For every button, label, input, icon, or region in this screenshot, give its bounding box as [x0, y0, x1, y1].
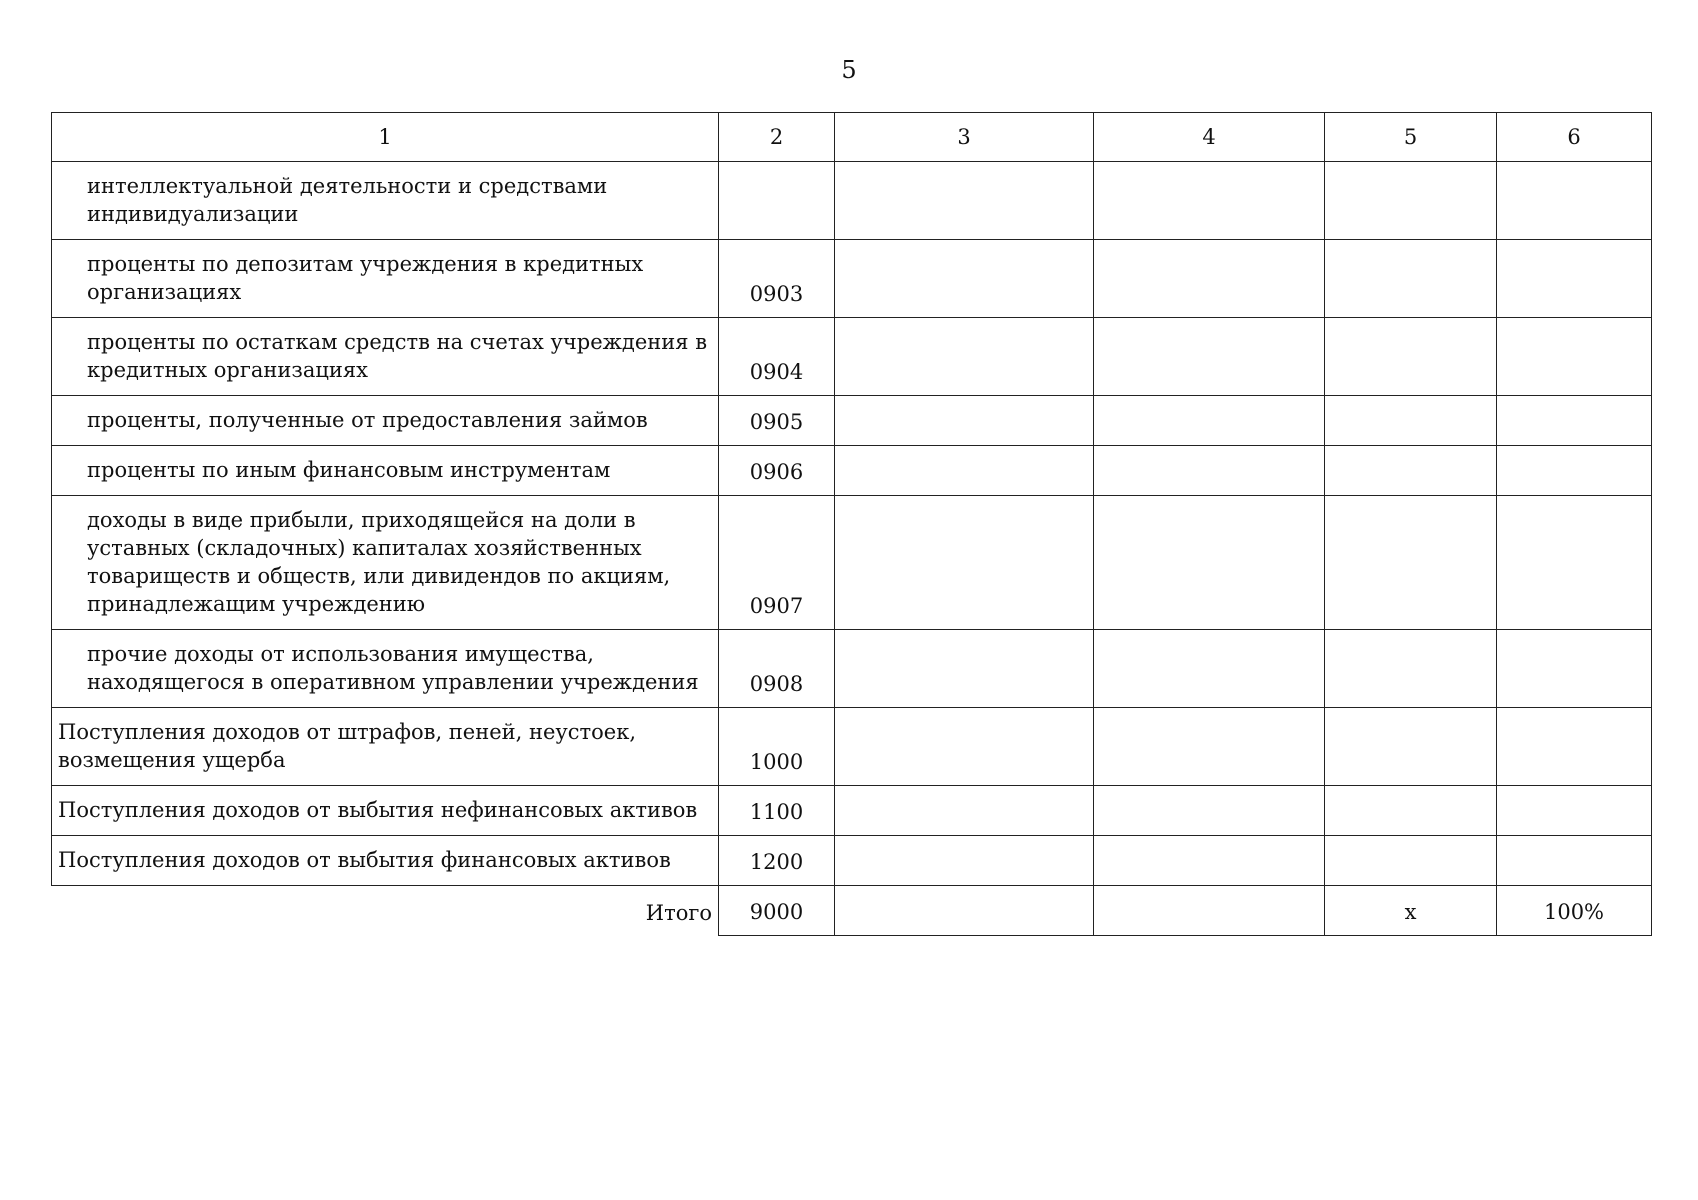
- row-cell: [1497, 396, 1652, 446]
- row-cell: [1094, 240, 1325, 318]
- table-row: [52, 318, 1652, 396]
- row-cell: [1094, 708, 1325, 786]
- row-cell: [835, 708, 1094, 786]
- table-header-row: [52, 113, 1652, 162]
- row-label: Поступления доходов от выбытия финансовых активов: [52, 836, 719, 886]
- row-cell: [1094, 836, 1325, 886]
- row-cell: [1497, 240, 1652, 318]
- column-header: 2: [719, 113, 835, 162]
- total-cell: [1094, 886, 1325, 936]
- table-row: [52, 240, 1652, 318]
- row-code: 0905: [719, 396, 835, 446]
- row-cell: [1325, 162, 1497, 240]
- row-cell: [835, 162, 1094, 240]
- row-cell: [835, 836, 1094, 886]
- row-label: прочие доходы от использования имущества, находящегося в оперативном управлении учреждения: [52, 630, 719, 708]
- row-cell: [835, 630, 1094, 708]
- column-header: 4: [1094, 113, 1325, 162]
- row-cell: [1325, 496, 1497, 630]
- row-cell: [835, 786, 1094, 836]
- row-code: 1200: [719, 836, 835, 886]
- row-code: 1000: [719, 708, 835, 786]
- row-cell: [1497, 318, 1652, 396]
- table-row: [52, 708, 1652, 786]
- row-code: 0907: [719, 496, 835, 630]
- page-number: 5: [841, 56, 857, 84]
- row-code: 1100: [719, 786, 835, 836]
- row-cell: [1094, 786, 1325, 836]
- column-header: 1: [52, 113, 719, 162]
- total-row: [52, 886, 1652, 936]
- row-cell: [1497, 496, 1652, 630]
- row-cell: [1094, 446, 1325, 496]
- column-header: 3: [835, 113, 1094, 162]
- row-cell: [1497, 446, 1652, 496]
- table-row: [52, 836, 1652, 886]
- table-row: [52, 630, 1652, 708]
- total-label: Итого: [52, 886, 719, 936]
- row-cell: [1497, 836, 1652, 886]
- row-label: проценты по иным финансовым инструментам: [52, 446, 719, 496]
- row-cell: [1325, 786, 1497, 836]
- row-code: 0904: [719, 318, 835, 396]
- row-cell: [1094, 630, 1325, 708]
- row-code: 0906: [719, 446, 835, 496]
- total-cell: [835, 886, 1094, 936]
- row-cell: [1325, 240, 1497, 318]
- row-cell: [1325, 318, 1497, 396]
- row-cell: [1497, 630, 1652, 708]
- row-cell: [1497, 786, 1652, 836]
- table-row: [52, 496, 1652, 630]
- total-cell: х: [1325, 886, 1497, 936]
- total-percent: 100%: [1497, 886, 1652, 936]
- row-cell: [1325, 836, 1497, 886]
- table-row: [52, 396, 1652, 446]
- row-cell: [1325, 446, 1497, 496]
- row-cell: [835, 240, 1094, 318]
- row-cell: [1325, 630, 1497, 708]
- column-header: 5: [1325, 113, 1497, 162]
- row-cell: [835, 318, 1094, 396]
- row-label: проценты, полученные от предоставления займов: [52, 396, 719, 446]
- row-label: Поступления доходов от штрафов, пеней, неустоек, возмещения ущерба: [52, 708, 719, 786]
- income-table: [51, 112, 1652, 936]
- row-code: [719, 162, 835, 240]
- column-header: 6: [1497, 113, 1652, 162]
- table-row: [52, 786, 1652, 836]
- row-cell: [835, 446, 1094, 496]
- row-cell: [1497, 162, 1652, 240]
- row-label: интеллектуальной деятельности и средствами индивидуализации: [52, 162, 719, 240]
- row-code: 0903: [719, 240, 835, 318]
- table-row: [52, 162, 1652, 240]
- row-cell: [1094, 318, 1325, 396]
- row-cell: [1497, 708, 1652, 786]
- row-cell: [1094, 162, 1325, 240]
- row-cell: [835, 396, 1094, 446]
- row-label: доходы в виде прибыли, приходящейся на доли в уставных (складочных) капиталах хозяйственных товариществ и обществ, или дивидендов по акциям, принадлежащим учреждению: [52, 496, 719, 630]
- total-code: 9000: [719, 886, 835, 936]
- row-cell: [1094, 496, 1325, 630]
- row-label: проценты по остаткам средств на счетах учреждения в кредитных организациях: [52, 318, 719, 396]
- table-row: [52, 446, 1652, 496]
- row-cell: [835, 496, 1094, 630]
- row-cell: [1094, 396, 1325, 446]
- row-cell: [1325, 708, 1497, 786]
- row-code: 0908: [719, 630, 835, 708]
- row-cell: [1325, 396, 1497, 446]
- row-label: проценты по депозитам учреждения в кредитных организациях: [52, 240, 719, 318]
- row-label: Поступления доходов от выбытия нефинансовых активов: [52, 786, 719, 836]
